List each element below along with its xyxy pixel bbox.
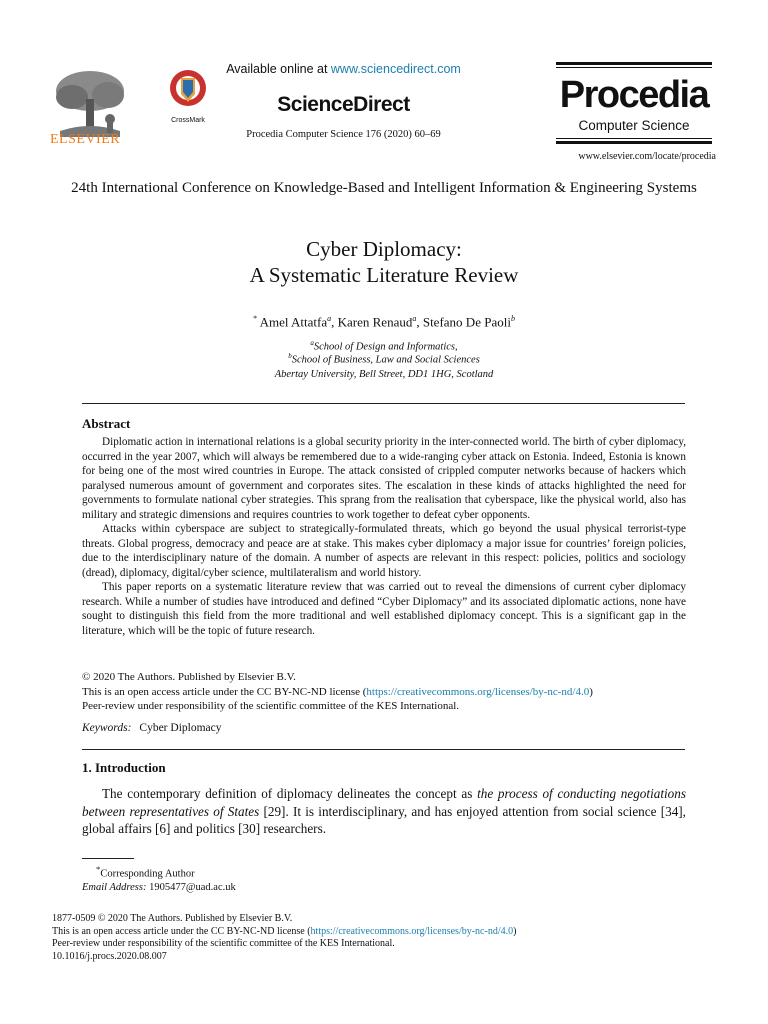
journal-citation: Procedia Computer Science 176 (2020) 60–69 <box>246 129 441 140</box>
footnote-corresponding <box>82 863 236 881</box>
keywords <box>82 722 221 734</box>
footer-peer-review-line: Peer-review under responsibility of the scientific committee of the KES International. <box>52 938 395 949</box>
abstract-heading: Abstract <box>82 416 131 431</box>
crossmark-badge[interactable] <box>164 68 212 124</box>
license-line <box>82 685 686 700</box>
keywords-value: Cyber Diplomacy <box>139 722 222 734</box>
conference-name: 24th International Conference on Knowledge-Based and Intelligent Information & Engineering Systems <box>71 180 697 196</box>
corresponding-star: * <box>253 314 258 323</box>
copyright-line: © 2020 The Authors. Published by Elsevier B.V. <box>82 671 296 683</box>
footnote-rule <box>82 858 134 859</box>
footnote-email-label: Email Address: <box>82 881 147 893</box>
affiliation-c: Abertay University, Bell Street, DD1 1HG, Scotland <box>274 369 494 380</box>
affiliation-b-mark: b <box>288 352 292 360</box>
procedia-top-rule <box>556 62 712 65</box>
author-3: , Stefano De Paoli <box>416 314 511 330</box>
footer-license-line <box>52 926 692 939</box>
footnote <box>82 863 236 894</box>
footer-issn-line: 1877-0509 © 2020 The Authors. Published by Elsevier B.V. <box>52 913 293 924</box>
footnote-email <box>82 881 236 894</box>
peer-review-line: Peer-review under responsibility of the scientific committee of the KES International. <box>82 700 460 712</box>
abstract-body <box>82 435 686 638</box>
footer-license-prefix: This is an open access article under the CC BY-NC-ND license ( <box>52 925 311 937</box>
sciencedirect-wordmark: ScienceDirect <box>277 93 410 116</box>
affiliation-a-mark: a <box>310 339 314 347</box>
footnote-star: * <box>96 864 101 874</box>
author-list <box>60 314 708 330</box>
author-3-affil: b <box>510 314 515 323</box>
abstract-top-rule <box>82 403 685 404</box>
footer-license-suffix: ) <box>513 925 517 937</box>
sciencedirect-link[interactable]: www.sciencedirect.com <box>330 62 461 76</box>
copyright-block <box>82 670 686 714</box>
procedia-subtitle: Computer Science <box>578 118 690 133</box>
crossmark-icon <box>164 68 212 112</box>
available-online <box>221 62 466 76</box>
affiliation-b-text: School of Business, Law and Social Sciences <box>291 354 480 366</box>
procedia-bottom-rule <box>556 141 712 144</box>
license-prefix: This is an open access article under the CC BY-NC-ND license ( <box>82 685 367 698</box>
author-2: , Karen Renaud <box>331 314 413 330</box>
paper-title-line1: Cyber Diplomacy: <box>306 237 462 261</box>
keywords-label: Keywords: <box>82 722 132 734</box>
intro-text-a: The contemporary definition of diplomacy delineates the concept as <box>102 786 478 801</box>
abstract-paragraph-2: Attacks within cyberspace are subject to strategically-formulated threats, which go beyond the usual physical terrorist-type threats. Global progress, democracy and peace are at stake. This makes cyber diplomacy a major issue for countries’ foreign policies, due to the interdisciplinary nature of the domain. A number of aspects are relevant in this respect: policies, politics and sociology (dread), diplomacy, digital/cyber science, multilateralism and world history. <box>82 523 686 579</box>
abstract-paragraph-3: This paper reports on a systematic literature review that was carried out to reveal the dimensions of current cyber diplomacy research. While a number of studies have introduced and defined “Cyber Diplomacy” and its associated diplomatic actions, none have sought to distinguish this field from the more traditional and well established diplomacy concept. This is a significant gap in the literature, which will be the topic of future research. <box>82 581 686 637</box>
procedia-title: Procedia <box>559 74 709 116</box>
introduction-body <box>82 785 686 838</box>
page-footer <box>52 913 692 963</box>
abstract-bottom-rule <box>82 749 685 750</box>
elsevier-wordmark: ELSEVIER <box>50 132 121 147</box>
license-link[interactable]: https://creativecommons.org/licenses/by-nc-nd/4.0 <box>366 685 590 698</box>
footer-doi[interactable]: 10.1016/j.procs.2020.08.007 <box>52 950 167 962</box>
footnote-email-address[interactable]: 1905477@uad.ac.uk <box>149 881 236 893</box>
footnote-corresponding-text: Corresponding Author <box>100 868 195 880</box>
affiliation-b <box>60 352 708 366</box>
procedia-bottom-rule-thin <box>556 138 712 139</box>
introduction-paragraph-1 <box>82 785 686 838</box>
paper-title <box>60 236 708 288</box>
paper-title-line2: A Systematic Literature Review <box>249 263 519 287</box>
footer-license-link[interactable]: https://creativecommons.org/licenses/by-nc-nd/4.0 <box>310 925 514 937</box>
available-prefix: Available online at <box>226 62 331 76</box>
section-heading-introduction: 1. Introduction <box>82 760 166 775</box>
affiliation-a <box>60 339 708 353</box>
author-1-affil: a <box>327 314 332 323</box>
intro-text-italic: the process of conducting negotiations between representatives of States <box>82 786 686 819</box>
procedia-brand <box>556 62 712 144</box>
author-2-affil: a <box>412 314 417 323</box>
abstract-paragraph-1: Diplomatic action in international relations is a global security priority in the inter-connected world. The birth of cyber diplomacy, occurred in the year 2007, which will always be remembered due to a wide-ranging cyber attack on Estonia. Indeed, Estonia is known for being one of the most wired countries in Europe. The attack consisted of crippled computer networks because of hackers which paralysed numerous amount of government and corporates sites. The escalation in these kinds of attacks highlighted the need for governments to formulate national cyber strategies. This sprang from the realisation that cyberspace, like the physical world, also has military and strategic dimensions and requires countries to work together to defeat cyber opponents. <box>82 436 686 521</box>
affiliation-a-text: School of Design and Informatics, <box>313 341 458 353</box>
intro-text-b: [29]. It is interdisciplinary, and has enjoyed attention from social science [34], global affairs [6] and politics [30] researchers. <box>82 803 686 836</box>
license-suffix: ) <box>589 685 593 698</box>
author-1: Amel Attatfa <box>259 314 328 330</box>
procedia-top-rule-thin <box>556 67 712 68</box>
crossmark-label: CrossMark <box>171 117 205 124</box>
procedia-url[interactable]: www.elsevier.com/locate/procedia <box>578 151 716 162</box>
